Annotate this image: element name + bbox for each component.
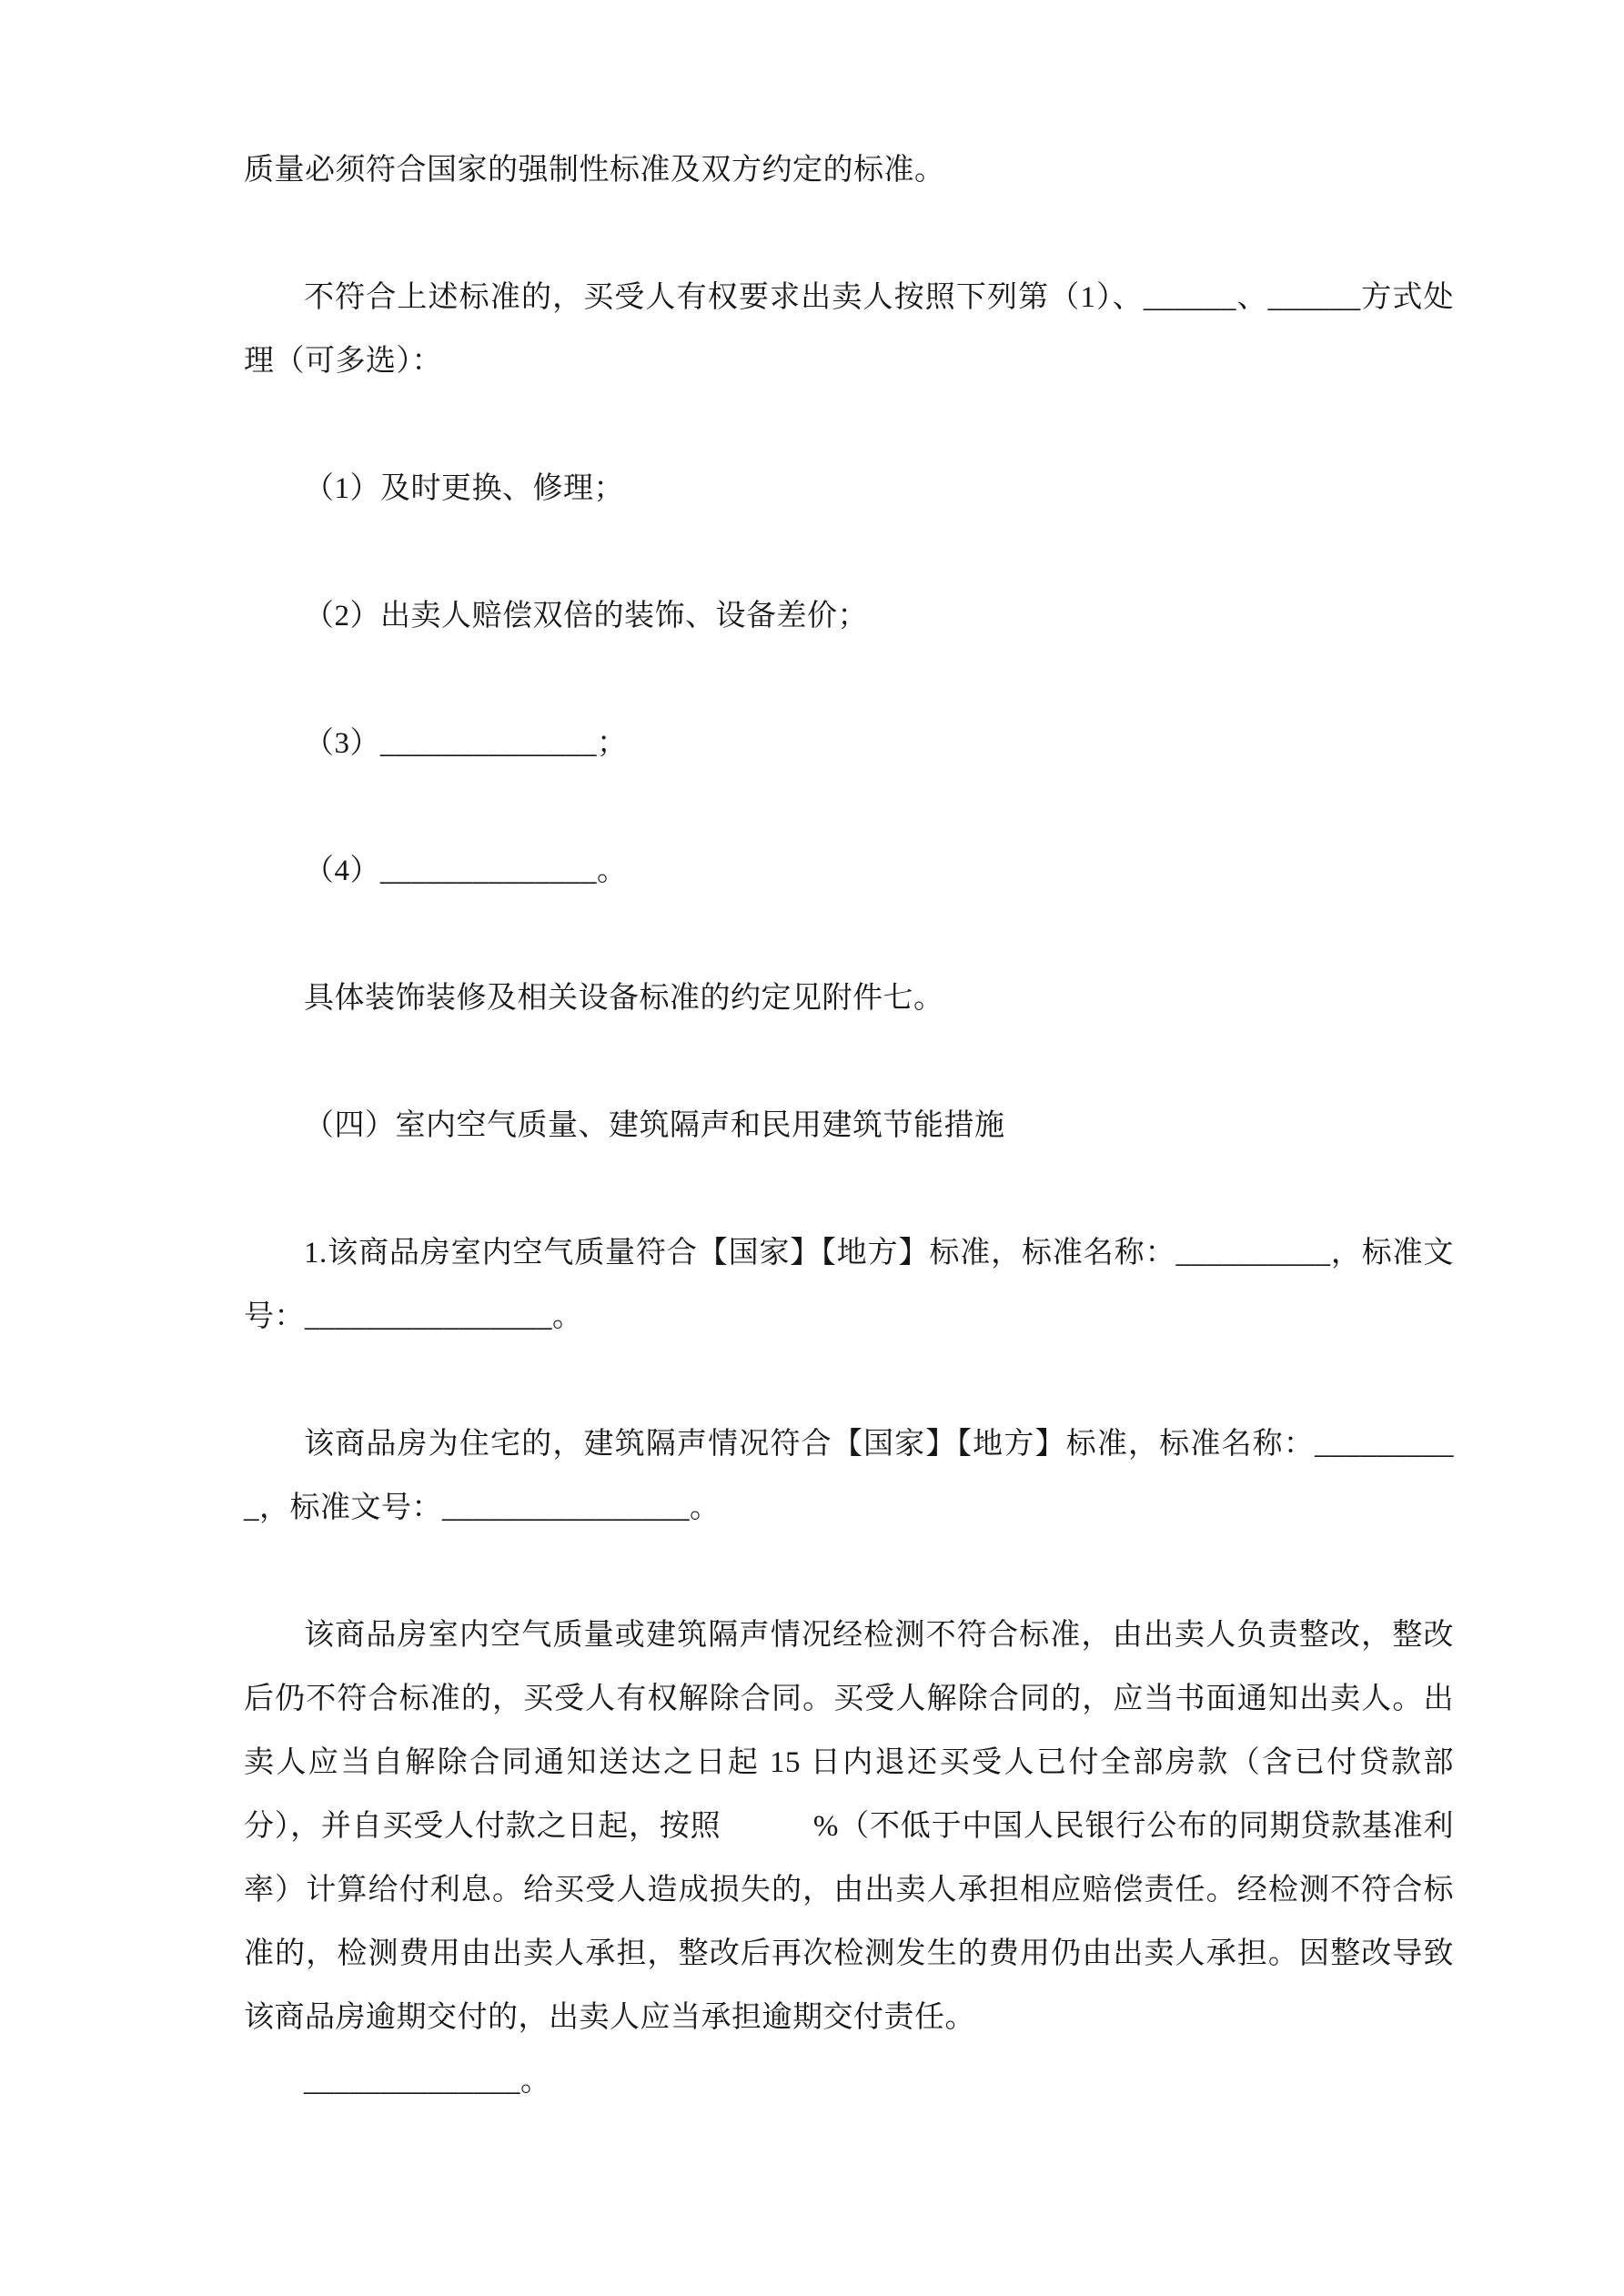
paragraph-option-1: （1）及时更换、修理； xyxy=(304,472,624,505)
paragraph-handling-options-intro: 不符合上述标准的，买受人有权要求出卖人按照下列第（1）、______、______方式处理（可多选）： xyxy=(244,281,1454,378)
paragraph-air-quality-standard-clause: 1.该商品房室内空气质量符合【国家】【地方】标准，标准名称：__________，标准文号：________________。 xyxy=(244,1237,1454,1333)
paragraph-decoration-standards-note: 具体装饰装修及相关设备标准的约定见附件七。 xyxy=(304,982,944,1015)
contract-body xyxy=(244,138,1454,2113)
paragraph-option-2: （2）出卖人赔偿双倍的装饰、设备差价； xyxy=(304,600,868,632)
paragraph-sound-insulation-standard-clause: 该商品房为住宅的，建筑隔声情况符合【国家】【地方】标准，标准名称：__________，标准文号：________________。 xyxy=(244,1428,1454,1524)
section-4-heading: （四）室内空气质量、建筑隔声和民用建筑节能措施 xyxy=(304,1109,1005,1142)
paragraph-option-3: （3）______________； xyxy=(304,727,628,760)
paragraph-option-4: （4）______________。 xyxy=(304,855,628,887)
paragraph-continuation-line: 质量必须符合国家的强制性标准及双方约定的标准。 xyxy=(244,154,945,187)
paragraph-noncompliance-remedy-clause: 该商品房室内空气质量或建筑隔声情况经检测不符合标准，由出卖人负责整改，整改后仍不符合标准的，买受人有权解除合同。买受人解除合同的，应当书面通知出卖人。出卖人应当自解除合同通知送达之日起 15 日内退还买受人已付全部房款（含已付贷款部分），并自买受人付款之日起，按照 %（不低于中国人民银行公布的同期贷款基准利率）计算给付利息。给买受人造成损失的，由出卖人承担相应赔偿责任。经检测不符合标准的，检测费用由出卖人承担，整改后再次检测发生的费用仍由出卖人承担。因整改导致该商品房逾期交付的，出卖人应当承担逾期交付责任。 xyxy=(244,1619,1454,2034)
paragraph-blank-fill-line: ______________。 xyxy=(304,2065,551,2098)
